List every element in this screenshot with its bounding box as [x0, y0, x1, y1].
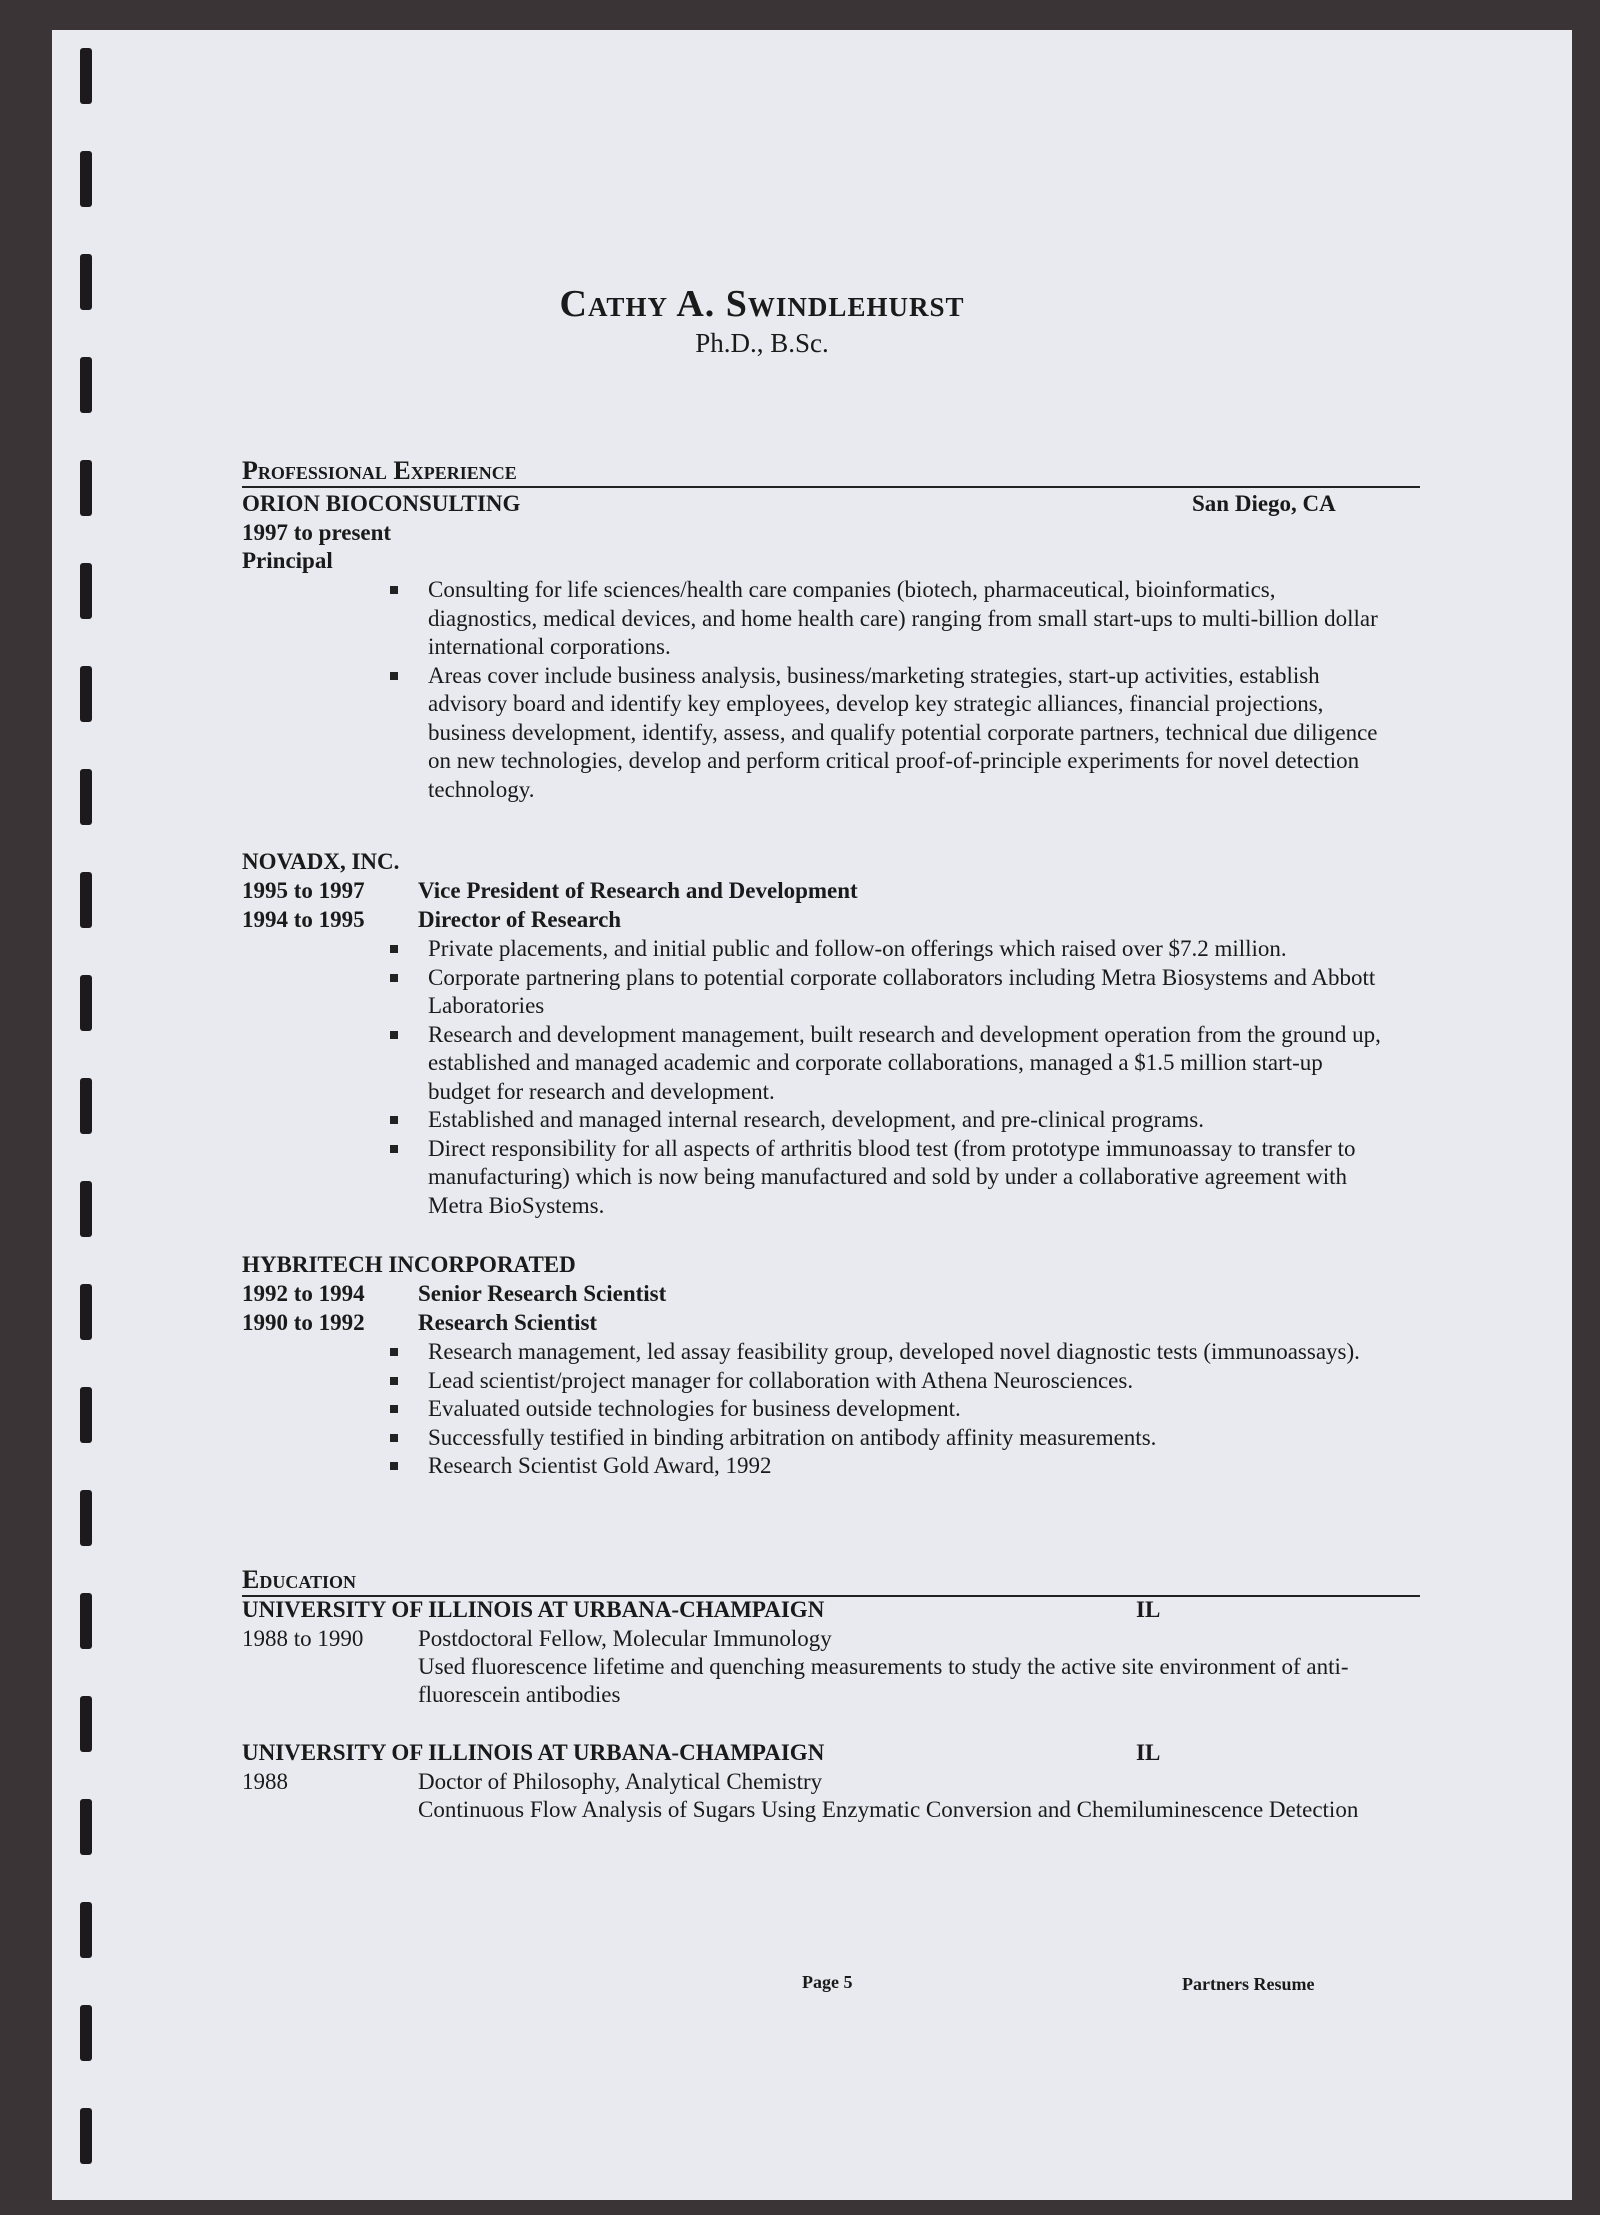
job-title: Director of Research: [418, 907, 622, 932]
binding-hole: [80, 872, 92, 928]
orion-bullets: [388, 576, 1388, 804]
education-position: Postdoctoral Fellow, Molecular Immunology: [418, 1626, 832, 1651]
list-item: Research Scientist Gold Award, 1992: [388, 1452, 1388, 1481]
job-dates: 1990 to 1992: [242, 1310, 365, 1335]
school-state: IL: [1136, 1740, 1161, 1765]
binding-hole: [80, 2005, 92, 2061]
company-name: HYBRITECH INCORPORATED: [242, 1252, 576, 1277]
list-item: Lead scientist/project manager for collaboration with Athena Neurosciences.: [388, 1367, 1388, 1396]
candidate-name: Cathy A. Swindlehurst: [559, 283, 965, 325]
binding-holes: [80, 48, 94, 2198]
education-description: Used fluorescence lifetime and quenching measurements to study the active site environment of anti-fluorescein antibodies: [418, 1654, 1349, 1707]
binding-hole: [80, 666, 92, 722]
binding-hole: [80, 1490, 92, 1546]
binding-hole: [80, 460, 92, 516]
binding-hole: [80, 975, 92, 1031]
binding-hole: [80, 769, 92, 825]
binding-hole: [80, 357, 92, 413]
binding-hole: [80, 563, 92, 619]
job-dates: 1992 to 1994: [242, 1281, 365, 1306]
job-dates: 1994 to 1995: [242, 907, 365, 932]
binding-hole: [80, 1181, 92, 1237]
company-name: ORION BIOCONSULTING: [242, 491, 521, 516]
list-item: Direct responsibility for all aspects of arthritis blood test (from prototype immunoassay to transfer to manufacturing) which is now being manufactured and sold by under a collaborative agreement with Metra BioSystems.: [388, 1135, 1388, 1221]
job-dates: 1997 to present: [242, 520, 392, 545]
list-item: Established and managed internal research, development, and pre-clinical programs.: [388, 1106, 1388, 1135]
education-dates: 1988: [242, 1769, 288, 1794]
list-item: Research and development management, built research and development operation from the ground up, established and managed academic and corporate collaborations, managed a $1.5 million start-up budget for research and development.: [388, 1021, 1388, 1107]
binding-hole: [80, 1387, 92, 1443]
job-title: Principal: [242, 548, 333, 573]
job-title: Vice President of Research and Development: [418, 878, 858, 903]
binding-hole: [80, 1799, 92, 1855]
company-location: San Diego, CA: [1192, 491, 1336, 516]
list-item: Research management, led assay feasibility group, developed novel diagnostic tests (immunoassays).: [388, 1338, 1388, 1367]
binding-hole: [80, 1902, 92, 1958]
list-item: Evaluated outside technologies for business development.: [388, 1395, 1388, 1424]
school-name: UNIVERSITY OF ILLINOIS AT URBANA-CHAMPAIGN: [242, 1740, 825, 1765]
binding-hole: [80, 1593, 92, 1649]
education-position: Doctor of Philosophy, Analytical Chemistry: [418, 1769, 823, 1794]
list-item: Corporate partnering plans to potential corporate collaborators including Metra Biosystems and Abbott Laboratories: [388, 964, 1388, 1021]
page-number: Page 5: [802, 1972, 853, 1992]
list-item: Successfully testified in binding arbitration on antibody affinity measurements.: [388, 1424, 1388, 1453]
job-title: Senior Research Scientist: [418, 1281, 667, 1306]
job-dates: 1995 to 1997: [242, 878, 365, 903]
hybritech-bullets: [388, 1338, 1388, 1481]
binding-hole: [80, 254, 92, 310]
binding-hole: [80, 1284, 92, 1340]
resume-page: [52, 30, 1572, 2200]
list-item: Areas cover include business analysis, business/marketing strategies, start-up activities, establish advisory board and identify key employees, develop key strategic alliances, financial projections, business development, identify, assess, and qualify potential corporate partners, technical due diligence on new technologies, develop and perform critical proof-of-principle experiments for novel detection technology.: [388, 662, 1388, 805]
section-title-experience: Professional Experience: [242, 458, 1420, 488]
school-name: UNIVERSITY OF ILLINOIS AT URBANA-CHAMPAIGN: [242, 1597, 825, 1622]
novadx-bullets: [388, 935, 1388, 1220]
education-dates: 1988 to 1990: [242, 1626, 364, 1651]
binding-hole: [80, 2108, 92, 2164]
education-description: Continuous Flow Analysis of Sugars Using Enzymatic Conversion and Chemiluminescence Detection: [418, 1797, 1359, 1822]
job-title: Research Scientist: [418, 1310, 598, 1335]
binding-hole: [80, 1696, 92, 1752]
list-item: Private placements, and initial public and follow-on offerings which raised over $7.2 million.: [388, 935, 1388, 964]
section-title-education: Education: [242, 1567, 1420, 1597]
binding-hole: [80, 1078, 92, 1134]
candidate-degrees: Ph.D., B.Sc.: [695, 328, 829, 358]
company-name: NOVADX, INC.: [242, 849, 400, 874]
school-state: IL: [1136, 1597, 1161, 1622]
document-title: Partners Resume: [1182, 1974, 1315, 1994]
binding-hole: [80, 151, 92, 207]
binding-hole: [80, 48, 92, 104]
list-item: Consulting for life sciences/health care companies (biotech, pharmaceutical, bioinformatics, diagnostics, medical devices, and home health care) ranging from small start-ups to multi-billion dollar international corporations.: [388, 576, 1388, 662]
